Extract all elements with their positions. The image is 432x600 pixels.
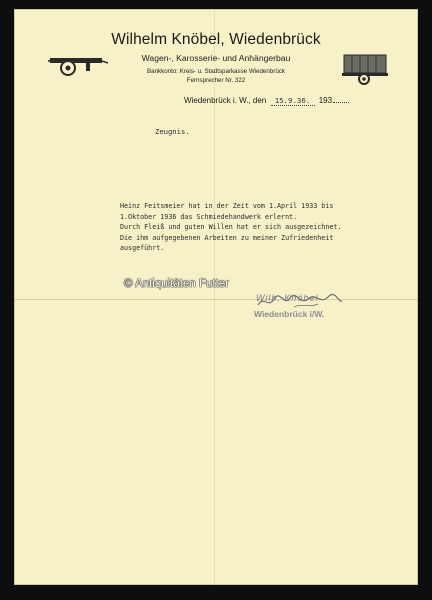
- copyright-watermark: © Antiquitäten Futter: [124, 278, 230, 290]
- stamp-signature: Wilh. Knöbel: [256, 293, 319, 303]
- company-trade: Wagen-, Karosserie- und Anhängerbau: [141, 53, 291, 63]
- dateline: [184, 96, 349, 106]
- bank-account: Bankkonto: Kreis- u. Stadtsparkasse Wiedenbrück: [147, 68, 285, 75]
- dateline-year: 193: [318, 96, 333, 105]
- stamp-place: Wiedenbrück i/W.: [254, 309, 325, 319]
- body-line: Heinz Feitsmeier hat in der Zeit vom 1.April 1933 bis: [120, 202, 334, 210]
- body-line: Durch Fleiß und guten Willen hat er sich ausgezeichnet.: [120, 223, 342, 232]
- document-title: Zeugnis.: [155, 127, 190, 136]
- dateline-year-line: [333, 102, 349, 103]
- document-body: [120, 201, 430, 254]
- phone-number: Fernsprecher Nr. 322: [186, 77, 246, 84]
- company-stamp: [254, 293, 344, 329]
- dateline-date: 15.9.36.: [271, 96, 315, 106]
- dateline-place: Wiedenbrück i. W., den: [184, 96, 267, 105]
- body-line: Die ihm aufgegebenen Arbeiten zu meiner Zufriedenheit: [120, 233, 334, 242]
- letter-sheet: [14, 9, 418, 585]
- body-line: ausgeführt.: [120, 244, 165, 253]
- company-name: Wilhelm Knöbel, Wiedenbrück: [111, 31, 321, 48]
- fold-line-horizontal: [14, 299, 418, 300]
- body-line: 1.Oktober 1936 das Schmiedehandwerk erlernt.: [120, 212, 298, 221]
